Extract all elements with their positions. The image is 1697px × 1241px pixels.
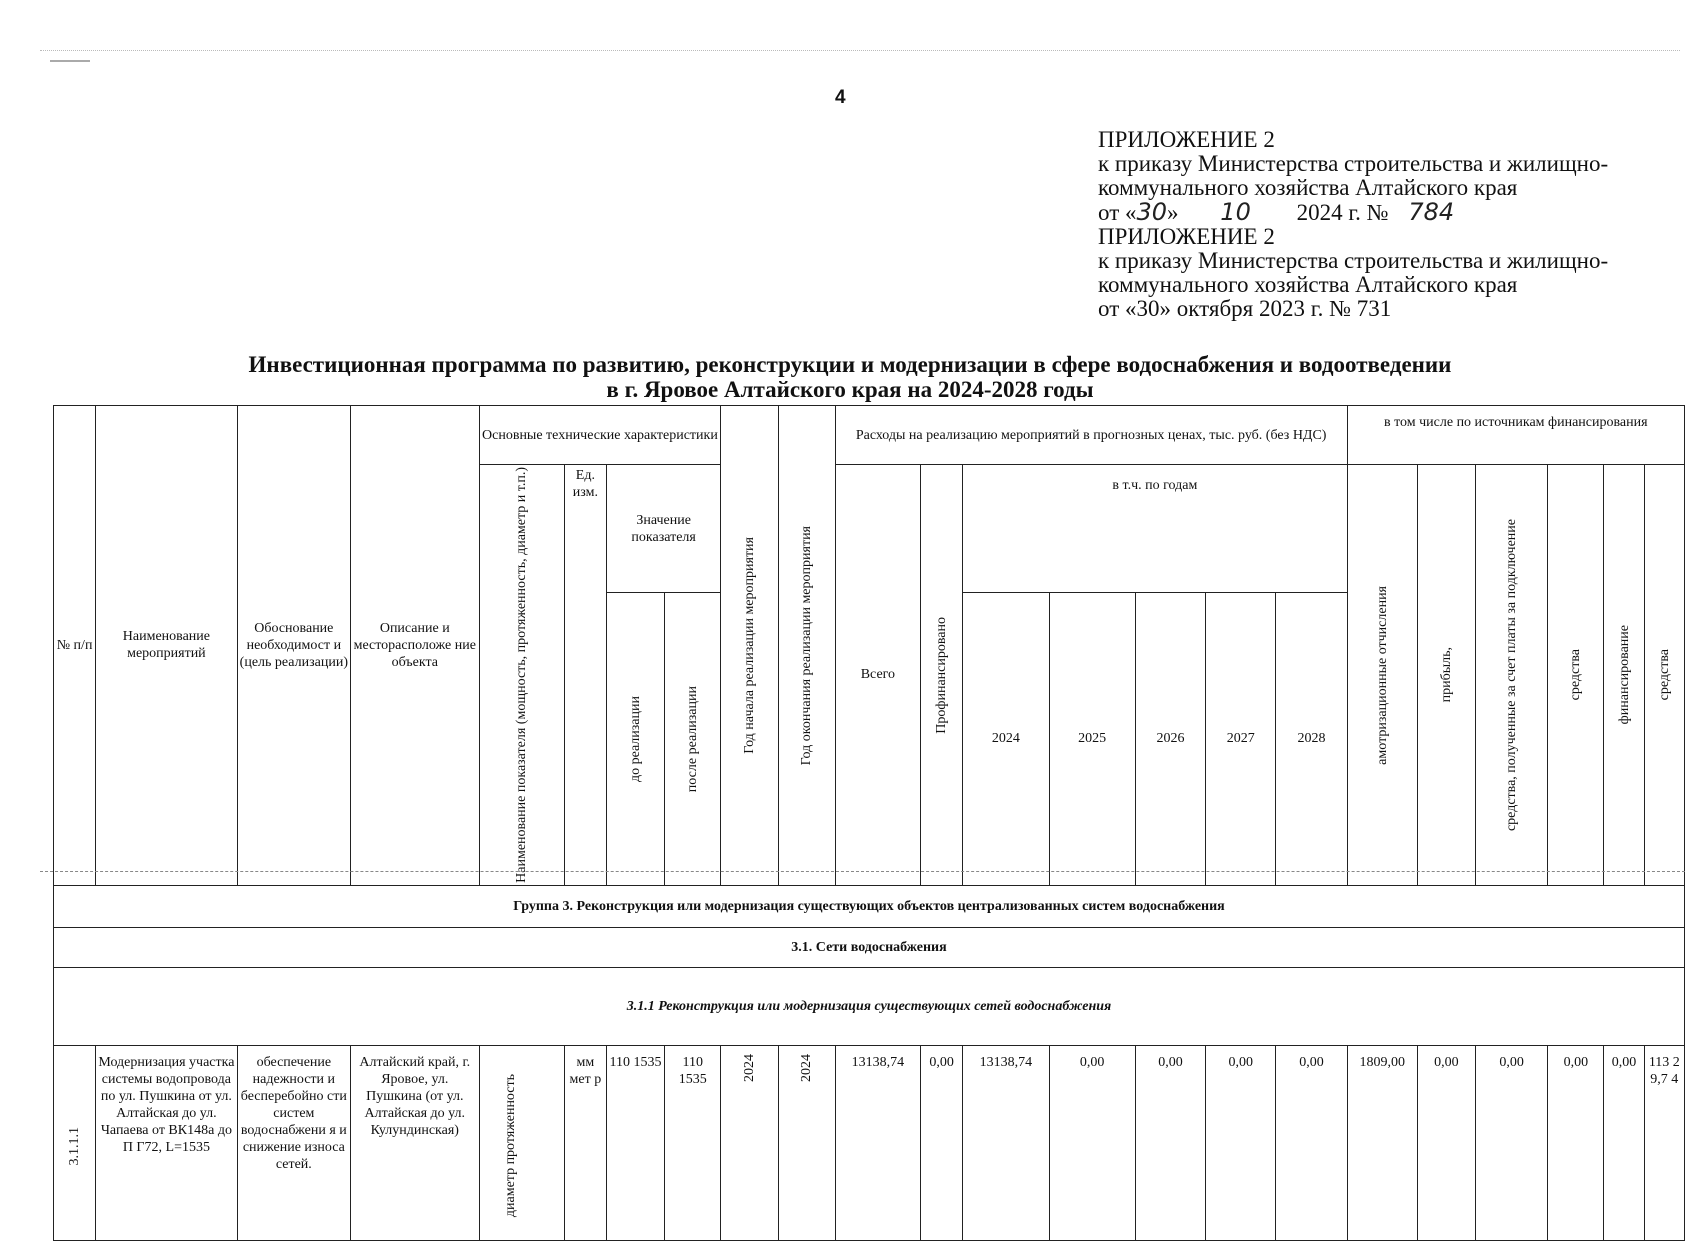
header-source-3: средства, полученные за счет платы за подключение [1476, 465, 1548, 886]
scan-dashed-line [40, 871, 1685, 872]
handwritten-month: 10 [1220, 198, 1251, 226]
header-after: после реализации [665, 593, 721, 886]
row-source-4: 0,00 [1548, 1045, 1604, 1240]
header-year-start: Год начала реализации мероприятия [721, 406, 778, 886]
header-by-years: в т.ч. по годам [963, 465, 1347, 593]
header-total: Всего [835, 465, 920, 886]
appendix-old-line-2: коммунального хозяйства Алтайского края [1098, 272, 1518, 297]
header-justification: Обоснование необходимост и (цель реализации) [237, 406, 350, 886]
row-description: Алтайский край, г. Яровое, ул. Пушкина (от ул. Алтайская до ул. Кулундинская) [351, 1045, 479, 1240]
document-title [50, 352, 1650, 402]
header-source-1: амотризационные отчисления [1347, 465, 1417, 886]
row-source-5: 0,00 [1604, 1045, 1644, 1240]
row-2026: 0,00 [1135, 1045, 1205, 1240]
appendix-heading-new: ПРИЛОЖЕНИЕ 2 [1098, 127, 1275, 152]
row-after: 110 1535 [665, 1045, 721, 1240]
row-before: 110 1535 [606, 1045, 664, 1240]
header-before: до реализации [606, 593, 664, 886]
row-2025: 0,00 [1049, 1045, 1135, 1240]
header-indicator-name: Наименование показателя (мощность, протяженность, диаметр и т.п.) [479, 465, 564, 886]
header-sources-group: в том числе по источникам финансирования [1347, 406, 1684, 465]
appendix-heading-old: ПРИЛОЖЕНИЕ 2 [1098, 224, 1275, 249]
date-mid: » [1167, 200, 1179, 225]
header-year-2025: 2025 [1049, 593, 1135, 886]
handwritten-day: 30 [1136, 198, 1168, 226]
handwritten-number: 784 [1408, 198, 1455, 226]
row-name: Модернизация участка системы водопровода по ул. Пушкина от ул. Алтайская до ул. Чапаева от ВК148а до П Г72, L=1535 [96, 1045, 238, 1240]
appendix-line-1: к приказу Министерства строительства и жилищно- [1098, 151, 1609, 176]
header-prefinanced: Профинансировано [921, 465, 963, 886]
header-year-2027: 2027 [1206, 593, 1276, 886]
header-year-2026: 2026 [1135, 593, 1205, 886]
row-justification: обеспечение надежности и бесперебойно сти систем водоснабжени я и снижение износа сетей. [237, 1045, 350, 1240]
header-unit: Ед. изм. [564, 465, 606, 886]
scan-header-lines [40, 50, 1680, 64]
header-value-group: Значение показателя [606, 465, 720, 593]
row-unit: мм мет р [564, 1045, 606, 1240]
table-row [54, 1045, 1685, 1240]
date-year: 2024 г. № [1296, 200, 1389, 225]
appendix-line-2: коммунального хозяйства Алтайского края [1098, 175, 1518, 200]
row-year-end: 2024 [778, 1045, 835, 1240]
row-2028: 0,00 [1276, 1045, 1347, 1240]
section-3-1-label: 3.1. Сети водоснабжения [54, 927, 1685, 967]
header-source-2: прибыль, [1417, 465, 1475, 886]
header-costs-group: Расходы на реализацию мероприятий в прогнозных ценах, тыс. руб. (без НДС) [835, 406, 1347, 465]
header-tech-group: Основные технические характеристики [479, 406, 721, 465]
section-3-1-1-label: 3.1.1 Реконструкция или модернизация существующих сетей водоснабжения [54, 967, 1685, 1045]
row-2027: 0,00 [1206, 1045, 1276, 1240]
header-year-2028: 2028 [1276, 593, 1347, 886]
group-row [54, 885, 1685, 927]
header-source-6: средства [1644, 465, 1684, 886]
row-prefinanced: 0,00 [921, 1045, 963, 1240]
header-source-4: средства [1548, 465, 1604, 886]
appendix-old-line-1: к приказу Министерства строительства и жилищно- [1098, 248, 1609, 273]
row-source-1: 1809,00 [1347, 1045, 1417, 1240]
date-prefix: от « [1098, 200, 1137, 225]
appendix-block [1098, 128, 1678, 321]
row-num: 3.1.1.1 [54, 1045, 96, 1240]
title-line-2: в г. Яровое Алтайского края на 2024-2028 годы [606, 377, 1094, 402]
header-description: Описание и месторасположе ние объекта [351, 406, 479, 886]
subsection-row [54, 967, 1685, 1045]
row-year-start: 2024 [721, 1045, 778, 1240]
row-source-6: 113 29,7 4 [1644, 1045, 1684, 1240]
header-name: Наименование мероприятий [96, 406, 238, 886]
group-3-label: Группа 3. Реконструкция или модернизация существующих объектов централизованных систем водоснабжения [54, 885, 1685, 927]
header-year-end: Год окончания реализации мероприятия [778, 406, 835, 886]
row-2024: 13138,74 [963, 1045, 1049, 1240]
header-source-5: финансирование [1604, 465, 1644, 886]
row-source-3: 0,00 [1476, 1045, 1548, 1240]
appendix-date-line [1098, 200, 1678, 225]
row-indicator: диаметр протяженность [479, 1045, 564, 1240]
header-year-2024: 2024 [963, 593, 1049, 886]
appendix-old-line-3: от «30» октября 2023 г. № 731 [1098, 296, 1392, 321]
row-total: 13138,74 [835, 1045, 920, 1240]
header-row-1 [54, 406, 1685, 465]
title-line-1: Инвестиционная программа по развитию, реконструкции и модернизации в сфере водоснабжения и водоотведении [248, 352, 1452, 377]
row-source-2: 0,00 [1417, 1045, 1475, 1240]
header-num: № п/п [54, 406, 96, 886]
page-number: 4 [835, 87, 846, 108]
investment-table [53, 405, 1685, 1241]
section-row [54, 927, 1685, 967]
